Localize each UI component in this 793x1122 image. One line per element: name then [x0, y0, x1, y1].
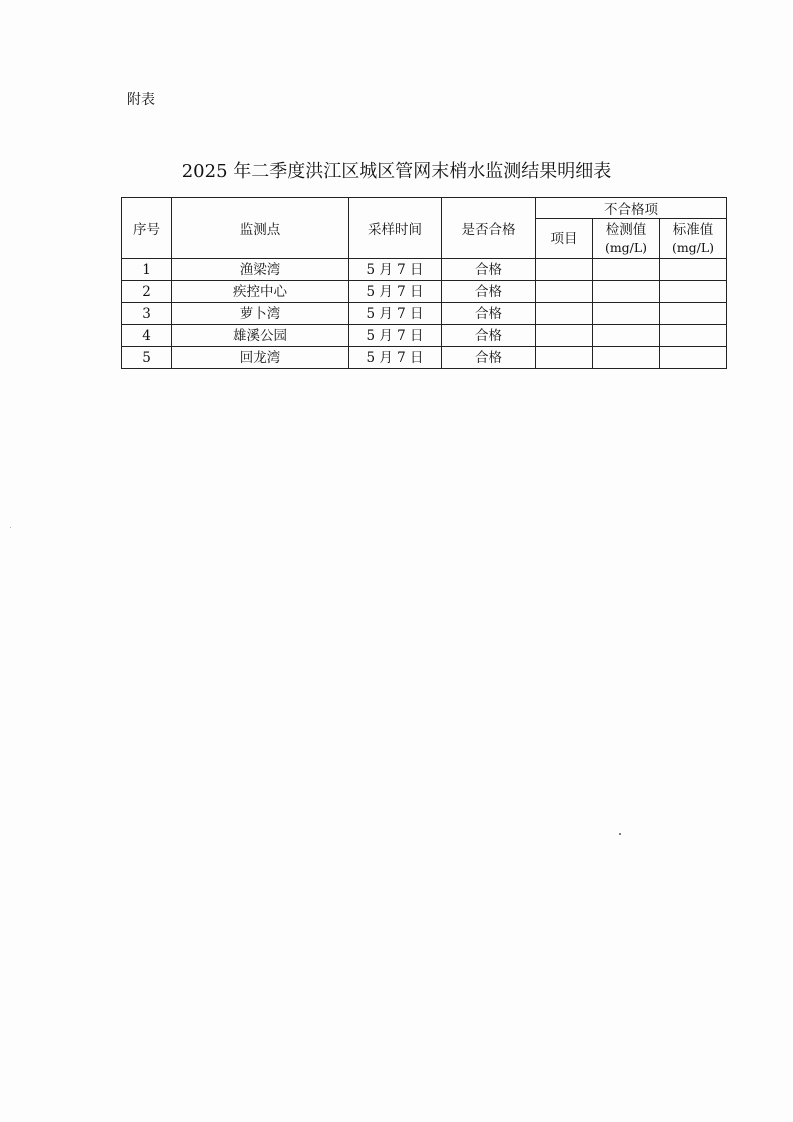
table-row [122, 259, 727, 281]
cell-item [536, 303, 593, 325]
header-row-top [122, 198, 727, 219]
header-measured-label: 检测值 [605, 221, 647, 238]
cell-seq: 5 [122, 347, 172, 369]
table-row [122, 281, 727, 303]
table-row [122, 325, 727, 347]
cell-seq: 4 [122, 325, 172, 347]
cell-item [536, 281, 593, 303]
header-time: 采样时间 [349, 198, 442, 259]
cell-time: 5 月 7 日 [349, 325, 442, 347]
header-item-label: 项目 [550, 230, 578, 247]
table-row [122, 303, 727, 325]
header-seq: 序号 [122, 198, 172, 259]
cell-standard [660, 347, 727, 369]
cell-seq: 3 [122, 303, 172, 325]
document-title: 2025 年二季度洪江区城区管网末梢水监测结果明细表 [181, 161, 612, 182]
scan-speck [10, 527, 11, 528]
cell-standard [660, 281, 727, 303]
cell-qualified: 合格 [442, 303, 536, 325]
header-measured-unit: (mg/L) [604, 239, 648, 255]
cell-qualified: 合格 [442, 347, 536, 369]
cell-time: 5 月 7 日 [349, 303, 442, 325]
cell-point: 萝卜湾 [172, 303, 349, 325]
cell-measured [593, 281, 660, 303]
cell-measured [593, 325, 660, 347]
cell-time: 5 月 7 日 [349, 281, 442, 303]
table-row [122, 347, 727, 369]
header-item [536, 219, 593, 259]
cell-point: 渔梁湾 [172, 259, 349, 281]
cell-qualified: 合格 [442, 325, 536, 347]
cell-standard [660, 325, 727, 347]
header-standard [660, 219, 727, 259]
attachment-label: 附表 [127, 92, 155, 108]
cell-time: 5 月 7 日 [349, 259, 442, 281]
cell-qualified: 合格 [442, 281, 536, 303]
cell-standard [660, 303, 727, 325]
header-point: 监测点 [172, 198, 349, 259]
cell-point: 雄溪公园 [172, 325, 349, 347]
cell-point: 疾控中心 [172, 281, 349, 303]
cell-item [536, 347, 593, 369]
results-table [121, 197, 727, 369]
cell-standard [660, 259, 727, 281]
header-standard-label: 标准值 [672, 221, 714, 238]
cell-item [536, 325, 593, 347]
cell-measured [593, 303, 660, 325]
cell-point: 回龙湾 [172, 347, 349, 369]
cell-seq: 1 [122, 259, 172, 281]
scan-speck [619, 833, 621, 835]
cell-measured [593, 259, 660, 281]
cell-qualified: 合格 [442, 259, 536, 281]
header-measured [593, 219, 660, 259]
cell-time: 5 月 7 日 [349, 347, 442, 369]
cell-item [536, 259, 593, 281]
cell-seq: 2 [122, 281, 172, 303]
header-qualified: 是否合格 [442, 198, 536, 259]
cell-measured [593, 347, 660, 369]
header-standard-unit: (mg/L) [671, 239, 715, 255]
header-unqualified-group: 不合格项 [536, 198, 727, 219]
